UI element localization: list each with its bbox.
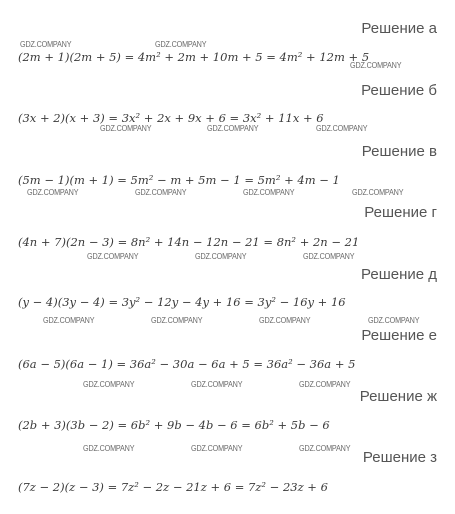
watermark: GDZ.COMPANY (27, 187, 79, 197)
watermark: GDZ.COMPANY (83, 443, 135, 453)
watermark: GDZ.COMPANY (100, 123, 152, 133)
watermark: GDZ.COMPANY (191, 443, 243, 453)
watermark: GDZ.COMPANY (135, 187, 187, 197)
watermark: GDZ.COMPANY (191, 379, 243, 389)
watermark: GDZ.COMPANY (207, 123, 259, 133)
watermark: GDZ.COMPANY (316, 123, 368, 133)
watermark: GDZ.COMPANY (195, 251, 247, 261)
watermark: GDZ.COMPANY (352, 187, 404, 197)
watermark: GDZ.COMPANY (299, 379, 351, 389)
solution-b-equation: (3x + 2)(x + 3) = 3x² + 2x + 9x + 6 = 3x² + 11x + 6 (18, 111, 324, 125)
watermark: GDZ.COMPANY (155, 39, 207, 49)
solution-e-title: Решение е (361, 327, 437, 344)
watermark: GDZ.COMPANY (43, 315, 95, 325)
watermark: GDZ.COMPANY (350, 60, 402, 70)
solution-a-title: Решение а (361, 20, 437, 37)
watermark: GDZ.COMPANY (299, 443, 351, 453)
watermark: GDZ.COMPANY (20, 39, 72, 49)
solution-d-equation: (y − 4)(3y − 4) = 3y² − 12y − 4y + 16 = 3y² − 16y + 16 (18, 295, 346, 309)
solution-zh-equation: (2b + 3)(3b − 2) = 6b² + 9b − 4b − 6 = 6b² + 5b − 6 (18, 418, 330, 432)
solution-g-title: Решение г (364, 204, 437, 221)
solution-b-title: Решение б (361, 82, 437, 99)
solution-g-equation: (4n + 7)(2n − 3) = 8n² + 14n − 12n − 21 = 8n² + 2n − 21 (18, 235, 360, 249)
solution-a-equation: (2m + 1)(2m + 5) = 4m² + 2m + 10m + 5 = 4m² + 12m + 5 (18, 50, 370, 64)
watermark: GDZ.COMPANY (259, 315, 311, 325)
solution-v-equation: (5m − 1)(m + 1) = 5m² − m + 5m − 1 = 5m² + 4m − 1 (18, 173, 340, 187)
watermark: GDZ.COMPANY (303, 251, 355, 261)
solution-z-title: Решение з (362, 449, 437, 466)
solution-d-title: Решение д (361, 266, 437, 283)
solution-v-title: Решение в (361, 143, 437, 160)
solution-z-equation: (7z − 2)(z − 3) = 7z² − 2z − 21z + 6 = 7z² − 23z + 6 (18, 480, 328, 494)
watermark: GDZ.COMPANY (83, 379, 135, 389)
watermark: GDZ.COMPANY (87, 251, 139, 261)
solution-e-equation: (6a − 5)(6a − 1) = 36a² − 30a − 6a + 5 = 36a² − 36a + 5 (18, 357, 356, 371)
watermark: GDZ.COMPANY (243, 187, 295, 197)
solution-zh-title: Решение ж (359, 388, 437, 405)
watermark: GDZ.COMPANY (368, 315, 420, 325)
watermark: GDZ.COMPANY (151, 315, 203, 325)
